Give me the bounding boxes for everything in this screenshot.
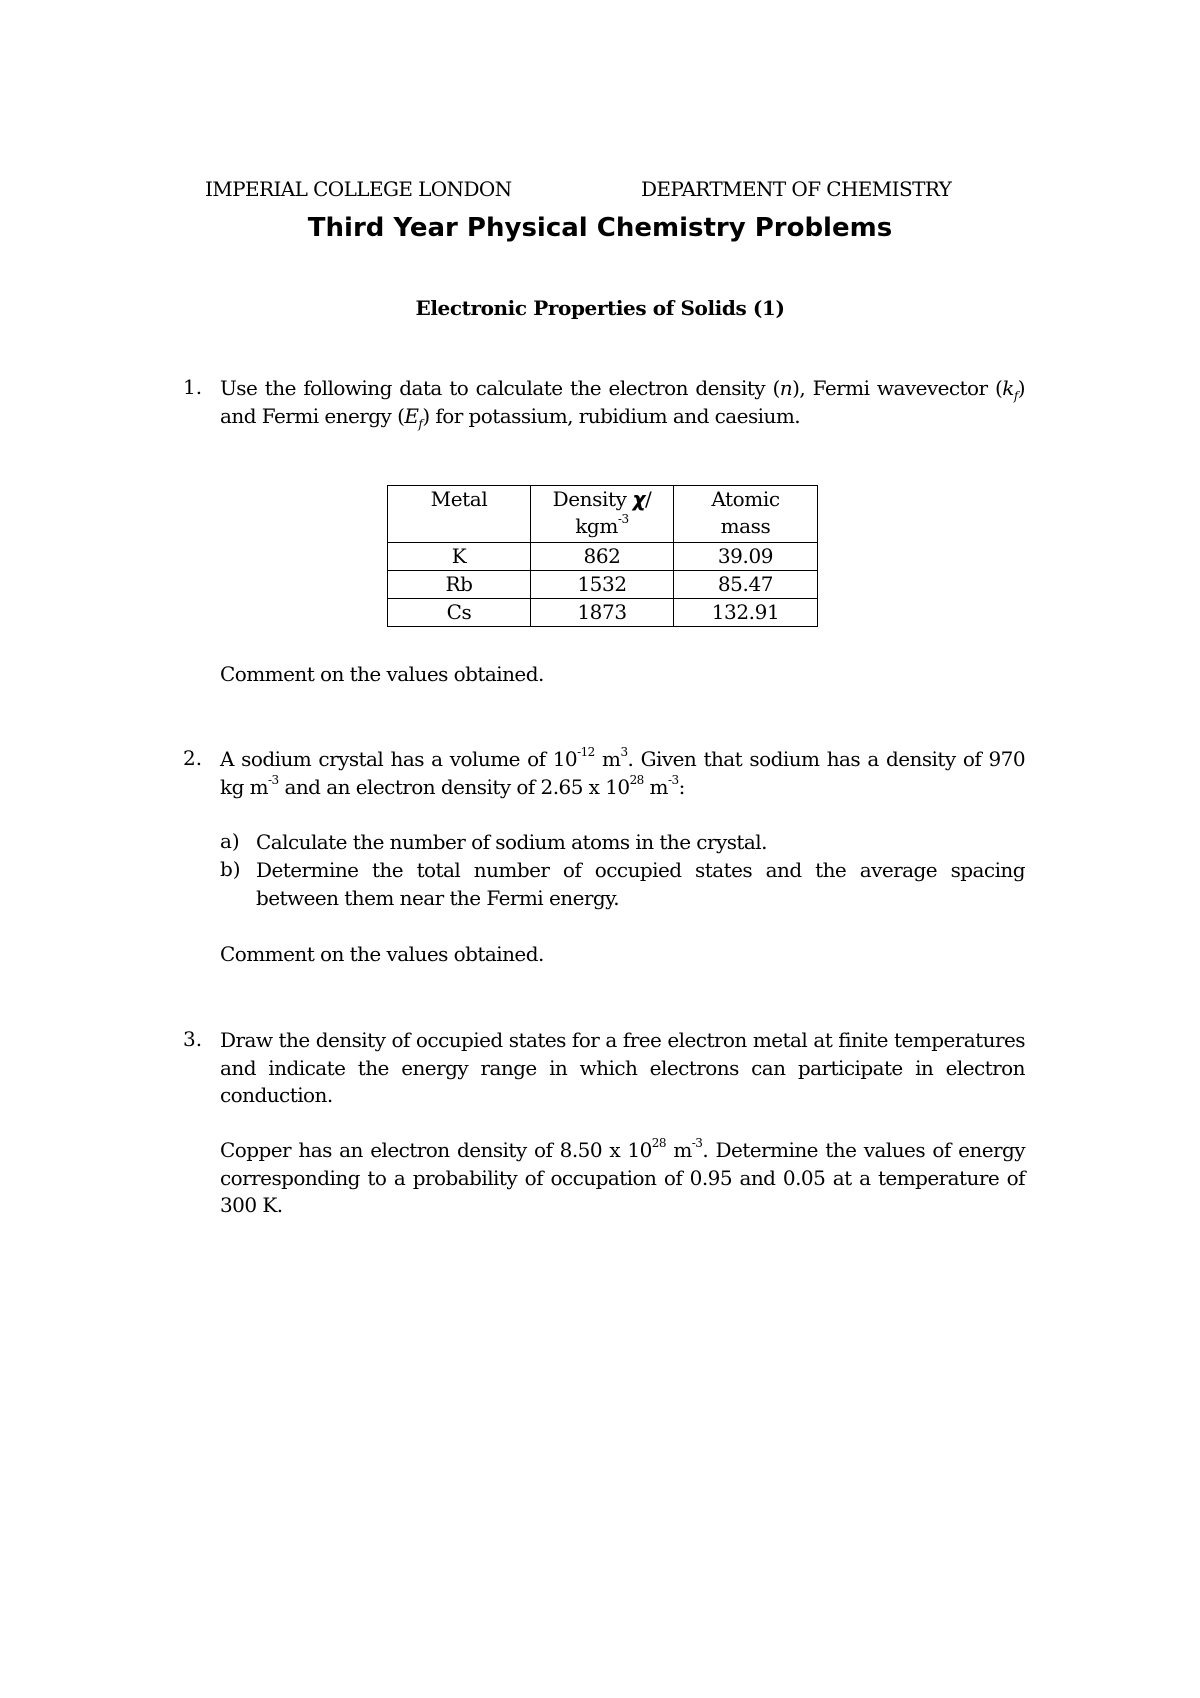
header-density: Density χ/ kgm$^{-3}$ [531, 486, 674, 543]
question-1-line-1: Use the following data to calculate the electron density (n), Fermi wavevector $(k_f)$ [220, 376, 1025, 403]
header-atomic-mass: Atomic mass [674, 486, 818, 543]
question-2-number: 2. [183, 746, 203, 770]
question-3-paragraph-1: Draw the density of occupied states for a free electron metal at finite temperatures and indicate the energy range in which electrons can participate in electron conduction. [220, 1028, 1025, 1107]
section-subtitle: Electronic Properties of Solids (1) [415, 296, 785, 320]
page-title: Third Year Physical Chemistry Problems [307, 213, 893, 243]
question-2-text [220, 746, 1025, 801]
question-2-line-2: kg $m^{-3}$ and an electron density of 2.65 x $10^{28}$ $m^{-3}$: [220, 772, 685, 799]
page-header [205, 177, 1005, 203]
metals-data-table [387, 485, 818, 627]
question-3-number: 3. [183, 1027, 203, 1051]
table-row: K 862 39.09 [388, 543, 818, 571]
question-1-number: 1. [183, 375, 203, 399]
question-3-paragraph-2: Copper has an electron density of 8.50 x $10^{28}$ $m^{-3}$. Determine the values of energy corresponding to a probability of occupation of 0.95 and 0.05 at a temperature of 300 K. [220, 1136, 1026, 1217]
question-1-text [220, 375, 1025, 430]
table-header-row [388, 486, 818, 543]
part-a-label: a) [220, 829, 240, 853]
part-a-text: Calculate the number of sodium atoms in the crystal. [256, 830, 767, 854]
question-2-comment: Comment on the values obtained. [220, 942, 544, 966]
part-b-label: b) [220, 857, 241, 881]
question-1-line-2: and Fermi energy $(E_f)$ for potassium, rubidium and caesium. [220, 403, 801, 431]
table-row: Cs 1873 132.91 [388, 599, 818, 627]
part-b-text: Determine the total number of occupied states and the average spacing between them near the Fermi energy. [256, 858, 1025, 910]
question-2-line-1: A sodium crystal has a volume of $10^{-12}$ $m^3$. Given that sodium has a density of 970 [220, 745, 1025, 771]
institution-name: IMPERIAL COLLEGE LONDON [205, 177, 512, 201]
question-1-comment: Comment on the values obtained. [220, 662, 544, 686]
department-name: DEPARTMENT OF CHEMISTRY [641, 177, 952, 201]
table-row: Rb 1532 85.47 [388, 571, 818, 599]
header-metal: Metal [388, 486, 531, 543]
